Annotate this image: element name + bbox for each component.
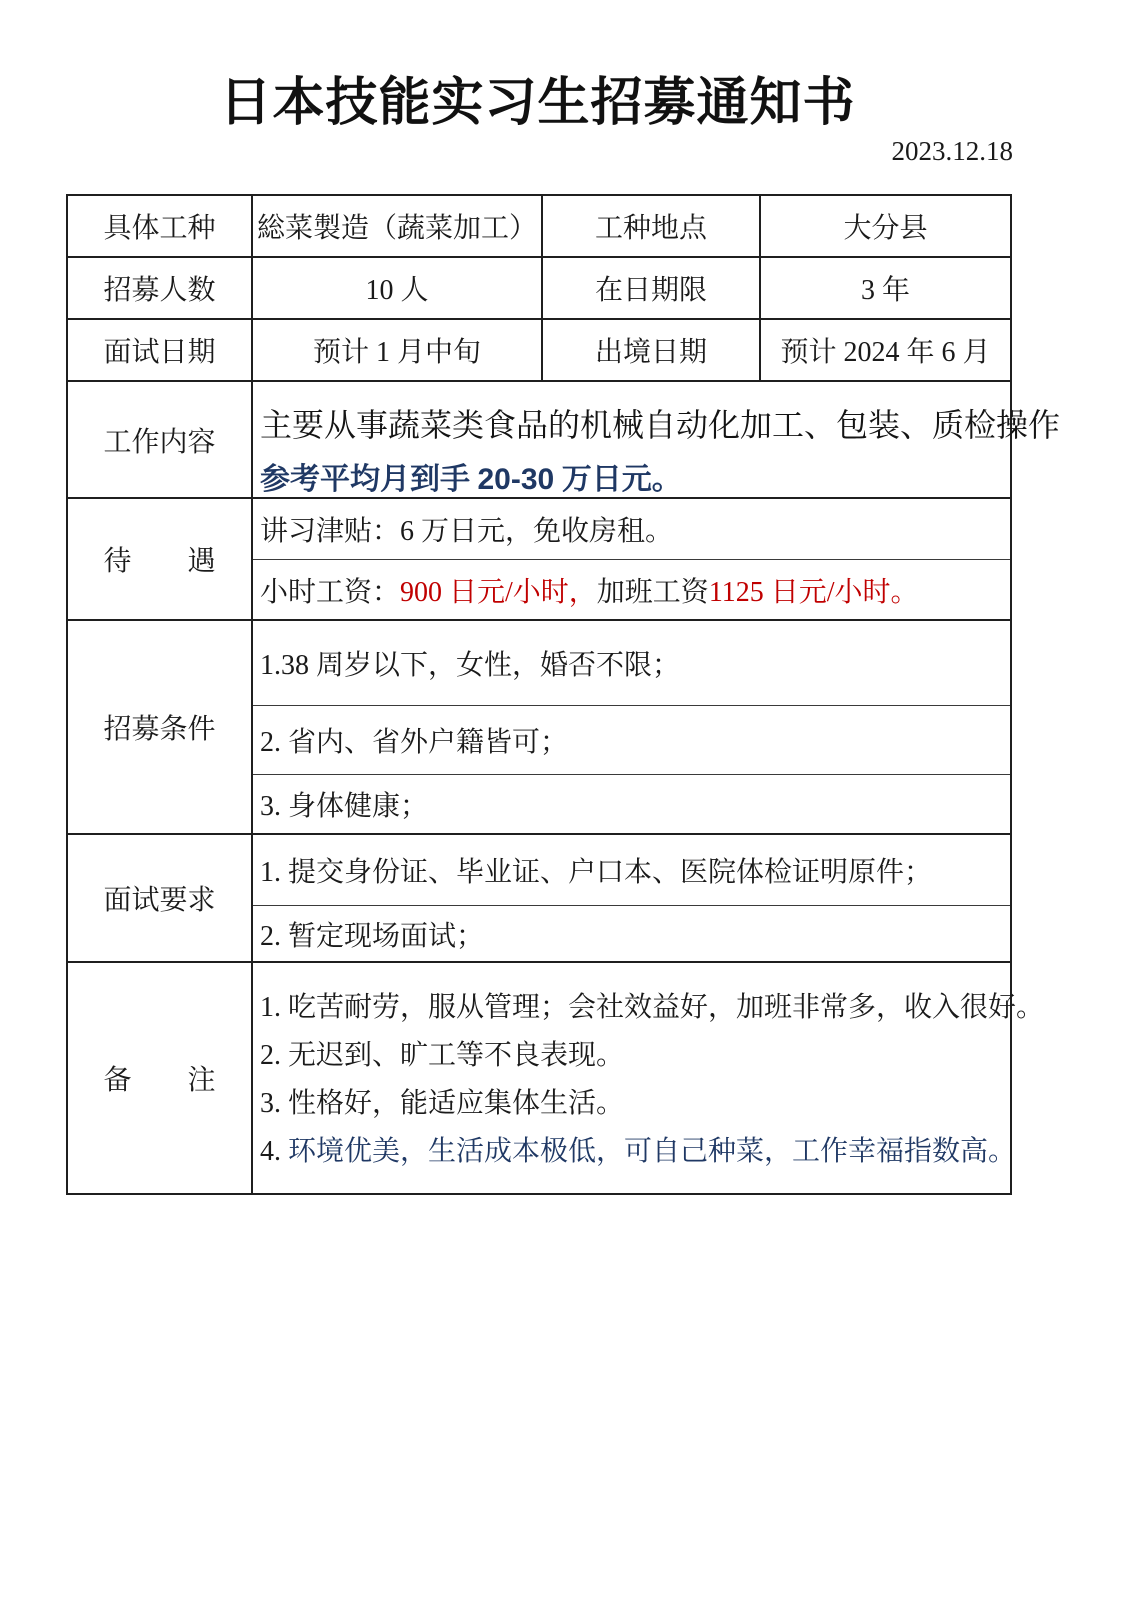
treatment-content [251, 499, 1010, 619]
table-row-job-content [68, 380, 1061, 497]
job-content-cell [251, 382, 1061, 497]
document-date: 2023.12.18 [891, 136, 1013, 166]
requirement-item-2: 2. 暂定现场面试； [253, 905, 1010, 961]
base-wage-value: 900 日元/小时， [400, 576, 597, 608]
condition-item-3: 3. 身体健康； [253, 774, 1010, 833]
headcount-label: 招募人数 [103, 275, 216, 306]
departure-date-value: 预计 2024 年 6 月 [759, 320, 1010, 380]
table-row-interview-requirements [68, 833, 1010, 961]
condition-item-1: 1.38 周岁以下，女性，婚否不限； [260, 650, 681, 681]
job-location-value: 大分县 [759, 196, 1010, 256]
salary-range: 20-30 [477, 463, 555, 496]
job-content-line2 [260, 454, 682, 498]
job-type-label: 具体工种 [103, 213, 216, 244]
table-row-recruit-conditions [68, 619, 1010, 833]
interview-requirements-label: 面试要求 [103, 885, 216, 916]
overtime-label: 加班工资 [596, 576, 709, 608]
stay-term-label: 在日期限 [541, 258, 759, 318]
job-content-label: 工作内容 [103, 426, 216, 458]
salary-note-suffix: 万日元。 [554, 463, 682, 496]
requirement-item-1: 1. 提交身份证、毕业证、户口本、医院体检证明原件； [260, 857, 933, 888]
treatment-wage-line [253, 559, 1010, 619]
table-row-remarks [68, 961, 1045, 1193]
remark-item-4 [260, 1129, 1044, 1169]
remark-item-2: 2. 无迟到、旷工等不良表现。 [260, 1040, 625, 1071]
table-row-headcount [68, 256, 1010, 318]
departure-date-label: 出境日期 [541, 320, 759, 380]
condition-item-2: 2. 省内、省外户籍皆可； [253, 705, 1010, 774]
salary-note-prefix: 参考平均月到手 [260, 463, 478, 496]
remarks-label: 备 注 [103, 1065, 216, 1096]
page-title: 日本技能实习生招募通知书 [219, 75, 856, 132]
job-type-value: 総菜製造（蔬菜加工） [251, 196, 541, 256]
stay-term-value: 3 年 [759, 258, 1010, 318]
table-row-treatment [68, 497, 1010, 619]
recruit-conditions-label: 招募条件 [103, 714, 216, 745]
overtime-wage-value: 1125 日元/小时。 [708, 576, 919, 608]
remark-item-3: 3. 性格好，能适应集体生活。 [260, 1088, 625, 1119]
headcount-value: 10 人 [251, 258, 541, 318]
treatment-label: 待 遇 [103, 546, 216, 577]
job-location-label: 工种地点 [541, 196, 759, 256]
job-content-line1: 主要从事蔬菜类食品的机械自动化加工、包装、质检操作 [260, 407, 1061, 443]
table-row-interview-date [68, 318, 1010, 380]
recruitment-table [66, 194, 1061, 1195]
interview-date-value: 预计 1 月中旬 [251, 320, 541, 380]
recruit-conditions-content [251, 621, 1010, 833]
remark-item-1: 1. 吃苦耐劳，服从管理；会社效益好，加班非常多，收入很好。 [260, 992, 1045, 1023]
remark-4-text: 环境优美，生活成本极低，可自己种菜，工作幸福指数高。 [288, 1136, 1017, 1167]
remark-4-number: 4. [260, 1136, 288, 1167]
interview-date-label: 面试日期 [103, 337, 216, 368]
interview-requirements-content [251, 835, 1010, 961]
wage-label: 小时工资： [260, 576, 401, 608]
table-row-job-type [68, 196, 1010, 256]
treatment-allowance-line: 讲习津贴：6 万日元，免收房租。 [260, 516, 674, 547]
remarks-content [251, 963, 1044, 1193]
